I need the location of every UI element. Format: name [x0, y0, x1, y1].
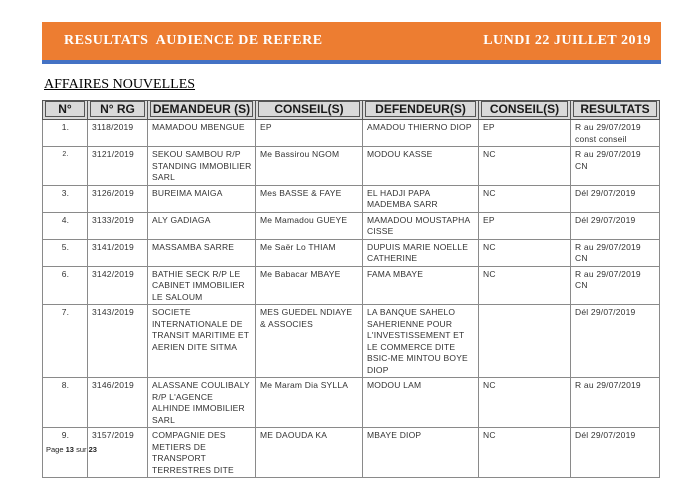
row-number: 5.	[43, 239, 88, 266]
table-row	[43, 378, 660, 428]
defendant-counsel	[479, 305, 571, 378]
table-row	[43, 305, 660, 378]
defendant-counsel: NC	[479, 239, 571, 266]
defendant-counsel: EP	[479, 120, 571, 147]
column-header-demandeur: DEMANDEUR (S)	[148, 101, 256, 120]
plaintiff-counsel: Me Mamadou GUEYE	[256, 212, 363, 239]
result: R au 29/07/2019 CN	[571, 266, 660, 305]
plaintiff-counsel: Me Saër Lo THIAM	[256, 239, 363, 266]
section-title: AFFAIRES NOUVELLES	[44, 77, 196, 92]
row-number: 2.	[43, 147, 88, 186]
row-number: 4.	[43, 212, 88, 239]
plaintiff: MASSAMBA SARRE	[148, 239, 256, 266]
table-row	[43, 120, 660, 147]
result: R au 29/07/2019 const conseil	[571, 120, 660, 147]
hearing-date: LUNDI 22 JUILLET 2019	[483, 33, 651, 48]
plaintiff: COMPAGNIE DES METIERS DE TRANSPORT TERRESTRES DITE	[148, 428, 256, 478]
result: Dél 29/07/2019	[571, 212, 660, 239]
document-title: RESULTATS AUDIENCE DE REFERE	[64, 33, 323, 48]
result: R au 29/07/2019	[571, 378, 660, 428]
result: Dél 29/07/2019	[571, 428, 660, 478]
plaintiff-counsel: Me Maram Dia SYLLA	[256, 378, 363, 428]
page-total: 23	[88, 445, 97, 454]
page-label: Page	[46, 445, 64, 454]
result: R au 29/07/2019 CN	[571, 239, 660, 266]
page-separator: sur	[76, 445, 87, 454]
plaintiff: ALY GADIAGA	[148, 212, 256, 239]
row-number: 1.	[43, 120, 88, 147]
column-header-num: N°	[43, 101, 88, 120]
defendant: LA BANQUE SAHELO SAHERIENNE POUR L'INVESTISSEMENT ET LE COMMERCE DITE BSIC-ME MINTOU BOYE DIOP	[363, 305, 479, 378]
table-row	[43, 185, 660, 212]
table-row	[43, 239, 660, 266]
row-number: 3.	[43, 185, 88, 212]
page-footer	[46, 445, 97, 454]
plaintiff: BUREIMA MAIGA	[148, 185, 256, 212]
plaintiff-counsel: ME DAOUDA KA	[256, 428, 363, 478]
rg-number: 3157/2019	[88, 428, 148, 478]
defendant: MBAYE DIOP	[363, 428, 479, 478]
row-number: 9.	[43, 428, 88, 478]
table-row	[43, 428, 660, 478]
rg-number: 3133/2019	[88, 212, 148, 239]
rg-number: 3126/2019	[88, 185, 148, 212]
defendant-counsel: NC	[479, 266, 571, 305]
defendant: DUPUIS MARIE NOELLE CATHERINE	[363, 239, 479, 266]
result: Dél 29/07/2019	[571, 185, 660, 212]
table-row	[43, 266, 660, 305]
column-header-rg: N° RG	[88, 101, 148, 120]
defendant-counsel: EP	[479, 212, 571, 239]
table-header-row	[43, 101, 660, 120]
plaintiff: SEKOU SAMBOU R/P STANDING IMMOBILIER SARL	[148, 147, 256, 186]
column-header-defendeur: DEFENDEUR(S)	[363, 101, 479, 120]
column-header-conseil-demandeur: CONSEIL(S)	[256, 101, 363, 120]
results-table	[42, 100, 660, 478]
result: Dél 29/07/2019	[571, 305, 660, 378]
defendant: MODOU LAM	[363, 378, 479, 428]
rg-number: 3143/2019	[88, 305, 148, 378]
rg-number: 3142/2019	[88, 266, 148, 305]
plaintiff-counsel: Me Babacar MBAYE	[256, 266, 363, 305]
plaintiff: MAMADOU MBENGUE	[148, 120, 256, 147]
page-current: 13	[65, 445, 74, 454]
defendant: MODOU KASSE	[363, 147, 479, 186]
plaintiff: BATHIE SECK R/P LE CABINET IMMOBILIER LE SALOUM	[148, 266, 256, 305]
defendant: EL HADJI PAPA MADEMBA SARR	[363, 185, 479, 212]
rg-number: 3121/2019	[88, 147, 148, 186]
defendant-counsel: NC	[479, 185, 571, 212]
table-row	[43, 212, 660, 239]
plaintiff: ALASSANE COULIBALY R/P L'AGENCE ALHINDE IMMOBILIER SARL	[148, 378, 256, 428]
defendant-counsel: NC	[479, 428, 571, 478]
plaintiff-counsel: MES GUEDEL NDIAYE & ASSOCIES	[256, 305, 363, 378]
table-row	[43, 147, 660, 186]
plaintiff: SOCIETE INTERNATIONALE DE TRANSIT MARITIME ET AERIEN DITE SITMA	[148, 305, 256, 378]
header-band	[42, 22, 661, 64]
defendant: AMADOU THIERNO DIOP	[363, 120, 479, 147]
plaintiff-counsel: Me Bassirou NGOM	[256, 147, 363, 186]
rg-number: 3118/2019	[88, 120, 148, 147]
column-header-conseil-defendeur: CONSEIL(S)	[479, 101, 571, 120]
row-number: 6.	[43, 266, 88, 305]
defendant: MAMADOU MOUSTAPHA CISSE	[363, 212, 479, 239]
defendant-counsel: NC	[479, 147, 571, 186]
plaintiff-counsel: EP	[256, 120, 363, 147]
row-number: 8.	[43, 378, 88, 428]
result: R au 29/07/2019 CN	[571, 147, 660, 186]
plaintiff-counsel: Mes BASSE & FAYE	[256, 185, 363, 212]
rg-number: 3141/2019	[88, 239, 148, 266]
column-header-resultats: RESULTATS	[571, 101, 660, 120]
defendant-counsel: NC	[479, 378, 571, 428]
row-number: 7.	[43, 305, 88, 378]
defendant: FAMA MBAYE	[363, 266, 479, 305]
rg-number: 3146/2019	[88, 378, 148, 428]
